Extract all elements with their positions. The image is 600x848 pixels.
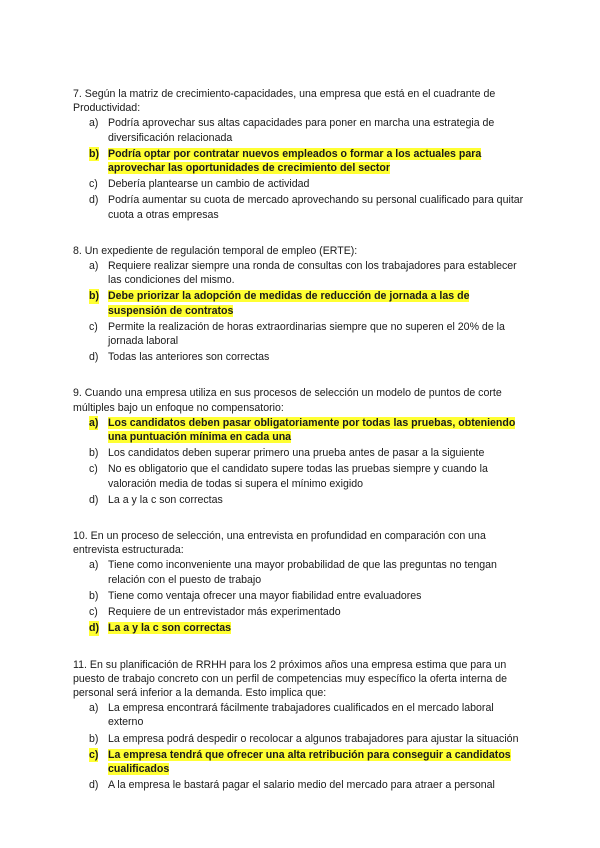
option-text: Todas las anteriores son correctas bbox=[108, 351, 270, 364]
option-text: Podría aumentar su cuota de mercado aprovechando su personal cualificado para quitar cuota a otras empresas bbox=[108, 194, 524, 221]
option-letter: d) bbox=[89, 351, 99, 364]
option-letter: b) bbox=[89, 447, 99, 460]
option-c bbox=[73, 605, 528, 619]
option-b bbox=[73, 589, 528, 603]
option-a bbox=[73, 558, 528, 586]
option-letter: c) bbox=[89, 463, 98, 476]
option-text: La empresa encontrará fácilmente trabajadores cualificados en el mercado laboral externo bbox=[108, 702, 494, 729]
option-d bbox=[73, 193, 528, 221]
option-text-highlighted: La a y la c son correctas bbox=[108, 622, 232, 635]
option-text: La empresa podrá despedir o recolocar a algunos trabajadores para ajustar la situación bbox=[108, 732, 519, 745]
question-9 bbox=[73, 386, 528, 507]
option-letter: a) bbox=[89, 117, 99, 130]
option-list bbox=[73, 259, 528, 364]
option-c bbox=[73, 320, 528, 348]
option-text: Debería plantearse un cambio de actividad bbox=[108, 178, 310, 191]
option-c-correct bbox=[73, 748, 528, 776]
option-text: La a y la c son correctas bbox=[108, 493, 223, 506]
option-letter: c) bbox=[89, 748, 99, 761]
option-list bbox=[73, 116, 528, 221]
question-8 bbox=[73, 244, 528, 365]
question-stem: 10. En un proceso de selección, una entrevista en profundidad en comparación con una entrevista estructurada: bbox=[73, 530, 486, 557]
option-c bbox=[73, 462, 528, 490]
option-letter: b) bbox=[89, 589, 99, 602]
option-letter: b) bbox=[89, 732, 99, 745]
option-text: Permite la realización de horas extraordinarias siempre que no superen el 20% de la jornada laboral bbox=[108, 320, 505, 348]
option-letter: c) bbox=[89, 606, 98, 619]
option-text: Tiene como inconveniente una mayor probabilidad de que las preguntas no tengan relación con el puesto de trabajo bbox=[108, 559, 497, 586]
option-letter: b) bbox=[89, 147, 99, 160]
option-text: Requiere realizar siempre una ronda de consultas con los trabajadores para establecer las condiciones del mismo. bbox=[108, 260, 517, 287]
exam-page bbox=[73, 87, 528, 814]
option-list bbox=[73, 558, 528, 635]
option-text-highlighted: Los candidatos deben pasar obligatoriamente por todas las pruebas, obteniendo una puntuación mínima en cada una bbox=[108, 416, 516, 444]
question-11 bbox=[73, 658, 528, 793]
question-stem: 9. Cuando una empresa utiliza en sus procesos de selección un modelo de puntos de corte múltiples bajo un enfoque no compensatorio: bbox=[73, 387, 502, 414]
question-10 bbox=[73, 529, 528, 635]
option-list bbox=[73, 701, 528, 792]
option-text-highlighted: La empresa tendrá que ofrecer una alta retribución para conseguir a candidatos cualificados bbox=[108, 748, 511, 775]
option-letter: d) bbox=[89, 779, 99, 792]
option-a bbox=[73, 259, 528, 287]
option-text: No es obligatorio que el candidato supere todas las pruebas siempre y cuando la valoración media de todas si supera el mínimo exigido bbox=[108, 463, 488, 490]
option-a bbox=[73, 701, 528, 729]
option-a bbox=[73, 116, 528, 144]
option-a-correct bbox=[73, 416, 528, 444]
option-text: Requiere de un entrevistador más experimentado bbox=[108, 606, 341, 619]
option-d bbox=[73, 778, 528, 792]
question-stem: 7. Según la matriz de crecimiento-capacidades, una empresa que está en el cuadrante de Productividad: bbox=[73, 88, 496, 115]
option-letter: c) bbox=[89, 320, 98, 333]
option-letter: c) bbox=[89, 178, 98, 191]
question-stem: 11. En su planificación de RRHH para los 2 próximos años una empresa estima que para un puesto de trabajo concreto con un perfil de competencias muy específico la oferta interna de personal será inferior a la demanda. Esto implica que: bbox=[73, 658, 508, 699]
question-7 bbox=[73, 87, 528, 222]
option-letter: a) bbox=[89, 559, 99, 572]
option-text-highlighted: Debe priorizar la adopción de medidas de reducción de jornada a las de suspensión de contratos bbox=[108, 290, 470, 317]
option-letter: a) bbox=[89, 260, 99, 273]
option-d bbox=[73, 350, 528, 364]
option-text-highlighted: Podría optar por contratar nuevos empleados o formar a los actuales para aprovechar las oportunidades de crecimiento del sector bbox=[108, 147, 482, 175]
option-list bbox=[73, 416, 528, 507]
option-text: A la empresa le bastará pagar el salario medio del mercado para atraer a personal bbox=[108, 779, 495, 792]
option-letter: d) bbox=[89, 493, 99, 506]
option-letter: a) bbox=[89, 702, 99, 715]
option-letter: d) bbox=[89, 194, 99, 207]
option-b-correct bbox=[73, 147, 528, 175]
option-b bbox=[73, 732, 528, 746]
option-text: Los candidatos deben superar primero una prueba antes de pasar a la siguiente bbox=[108, 447, 485, 460]
option-d-correct bbox=[73, 621, 528, 635]
question-stem: 8. Un expediente de regulación temporal de empleo (ERTE): bbox=[73, 244, 358, 257]
option-letter: a) bbox=[89, 416, 99, 429]
option-c bbox=[73, 177, 528, 191]
option-d bbox=[73, 493, 528, 507]
option-letter: d) bbox=[89, 622, 99, 635]
option-text: Podría aprovechar sus altas capacidades para poner en marcha una estrategia de diversificación relacionada bbox=[108, 117, 495, 144]
option-b-correct bbox=[73, 289, 528, 317]
option-letter: b) bbox=[89, 290, 99, 303]
option-b bbox=[73, 446, 528, 460]
option-text: Tiene como ventaja ofrecer una mayor fiabilidad entre evaluadores bbox=[108, 589, 422, 602]
